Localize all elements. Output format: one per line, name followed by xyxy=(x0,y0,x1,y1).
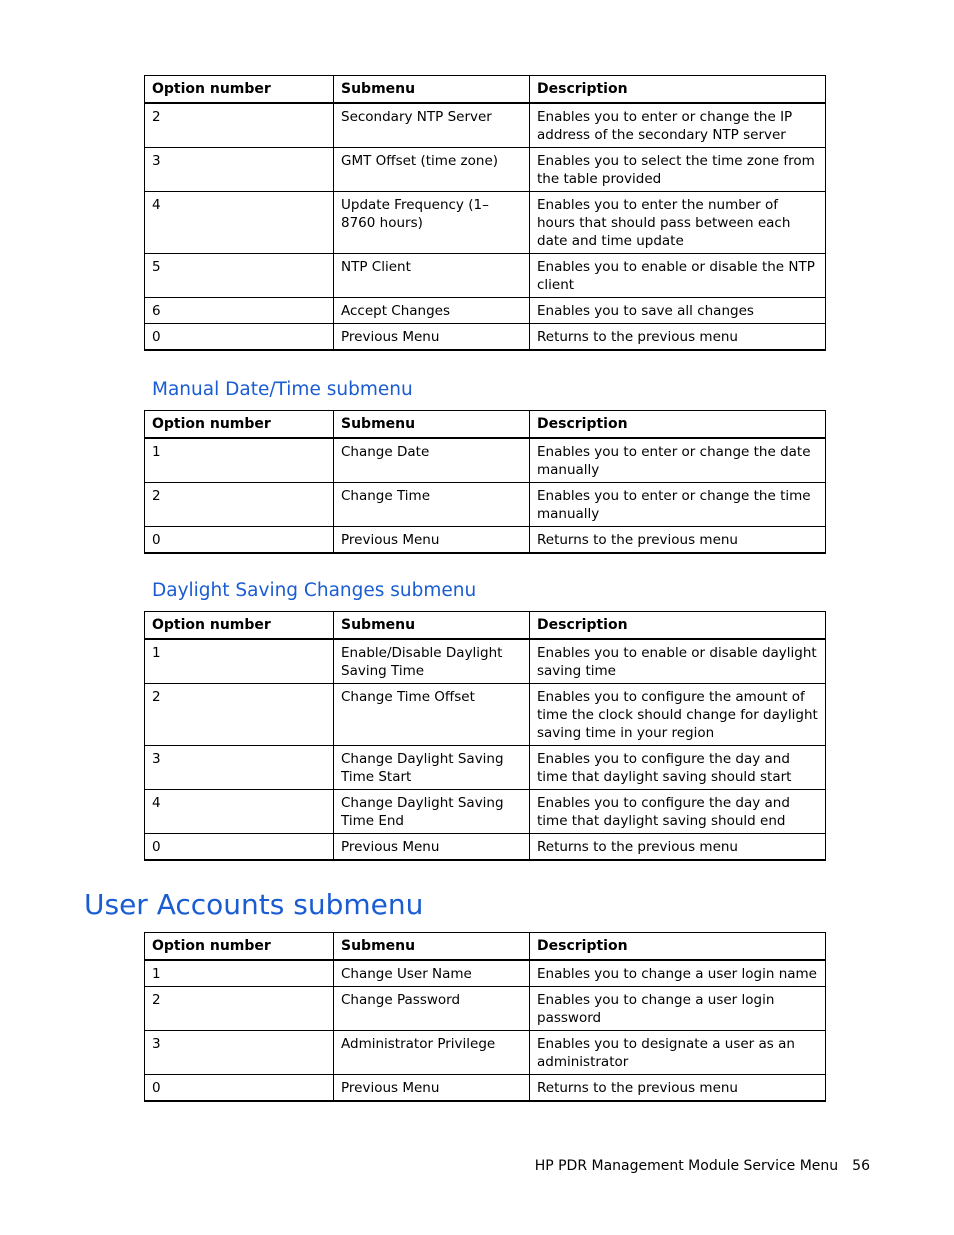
submenu-header: Submenu xyxy=(334,933,530,961)
option-number-cell: 2 xyxy=(145,483,334,527)
table-row xyxy=(145,438,826,483)
table-header-row xyxy=(145,612,826,640)
description-cell: Enables you to enable or disable daylight saving time xyxy=(530,639,826,684)
submenu-cell: Enable/Disable Daylight Saving Time xyxy=(334,639,530,684)
user-accounts-heading: User Accounts submenu xyxy=(84,888,424,921)
description-header: Description xyxy=(530,411,826,439)
description-cell: Returns to the previous menu xyxy=(530,527,826,554)
option-number-cell: 3 xyxy=(145,1031,334,1075)
table-row xyxy=(145,1031,826,1075)
description-cell: Enables you to enable or disable the NTP client xyxy=(530,254,826,298)
option-number-header: Option number xyxy=(145,76,334,104)
table-row xyxy=(145,324,826,351)
submenu-cell: Change Time xyxy=(334,483,530,527)
table-row xyxy=(145,1075,826,1102)
page-footer xyxy=(535,1158,870,1174)
description-cell: Returns to the previous menu xyxy=(530,324,826,351)
submenu-header: Submenu xyxy=(334,76,530,104)
table-row xyxy=(145,746,826,790)
description-cell: Enables you to select the time zone from the table provided xyxy=(530,148,826,192)
table-row xyxy=(145,960,826,987)
footer-title: HP PDR Management Module Service Menu xyxy=(534,1158,839,1174)
table-row xyxy=(145,148,826,192)
option-number-cell: 0 xyxy=(145,1075,334,1102)
table-row xyxy=(145,987,826,1031)
ntp-submenu-table xyxy=(144,75,826,351)
table-row xyxy=(145,298,826,324)
description-cell: Enables you to enter the number of hours that should pass between each date and time update xyxy=(530,192,826,254)
option-number-cell: 2 xyxy=(145,684,334,746)
manual-datetime-table xyxy=(144,410,826,554)
option-number-cell: 5 xyxy=(145,254,334,298)
daylight-saving-heading: Daylight Saving Changes submenu xyxy=(152,580,477,601)
table-header-row xyxy=(145,76,826,104)
description-cell: Returns to the previous menu xyxy=(530,834,826,861)
option-number-cell: 6 xyxy=(145,298,334,324)
manual-datetime-heading: Manual Date/Time submenu xyxy=(152,379,413,400)
submenu-cell: NTP Client xyxy=(334,254,530,298)
description-cell: Enables you to change a user login name xyxy=(530,960,826,987)
table-header-row xyxy=(145,411,826,439)
option-number-cell: 2 xyxy=(145,987,334,1031)
submenu-header: Submenu xyxy=(334,411,530,439)
submenu-cell: Change Daylight Saving Time End xyxy=(334,790,530,834)
table-row xyxy=(145,527,826,554)
description-header: Description xyxy=(530,933,826,961)
option-number-header: Option number xyxy=(145,933,334,961)
table-row xyxy=(145,639,826,684)
description-cell: Enables you to configure the day and time that daylight saving should end xyxy=(530,790,826,834)
option-number-cell: 4 xyxy=(145,192,334,254)
description-cell: Enables you to save all changes xyxy=(530,298,826,324)
option-number-cell: 3 xyxy=(145,746,334,790)
description-cell: Enables you to designate a user as an administrator xyxy=(530,1031,826,1075)
option-number-cell: 1 xyxy=(145,960,334,987)
submenu-cell: Change User Name xyxy=(334,960,530,987)
option-number-cell: 0 xyxy=(145,527,334,554)
option-number-cell: 2 xyxy=(145,103,334,148)
description-header: Description xyxy=(530,76,826,104)
option-number-cell: 0 xyxy=(145,324,334,351)
submenu-cell: Administrator Privilege xyxy=(334,1031,530,1075)
description-cell: Enables you to enter or change the IP address of the secondary NTP server xyxy=(530,103,826,148)
description-cell: Enables you to configure the day and time that daylight saving should start xyxy=(530,746,826,790)
submenu-cell: Change Time Offset xyxy=(334,684,530,746)
submenu-cell: Update Frequency (1–8760 hours) xyxy=(334,192,530,254)
table-row xyxy=(145,103,826,148)
submenu-cell: Previous Menu xyxy=(334,1075,530,1102)
table-row xyxy=(145,684,826,746)
option-number-header: Option number xyxy=(145,612,334,640)
user-accounts-table xyxy=(144,932,826,1102)
description-cell: Returns to the previous menu xyxy=(530,1075,826,1102)
option-number-cell: 1 xyxy=(145,438,334,483)
table-header-row xyxy=(145,933,826,961)
option-number-cell: 1 xyxy=(145,639,334,684)
table-row xyxy=(145,483,826,527)
description-header: Description xyxy=(530,612,826,640)
description-cell: Enables you to enter or change the date manually xyxy=(530,438,826,483)
submenu-cell: Accept Changes xyxy=(334,298,530,324)
submenu-cell: Change Password xyxy=(334,987,530,1031)
submenu-header: Submenu xyxy=(334,612,530,640)
submenu-cell: Previous Menu xyxy=(334,527,530,554)
table-row xyxy=(145,834,826,861)
table-row xyxy=(145,192,826,254)
option-number-header: Option number xyxy=(145,411,334,439)
submenu-cell: Change Date xyxy=(334,438,530,483)
description-cell: Enables you to enter or change the time manually xyxy=(530,483,826,527)
page-number: 56 xyxy=(852,1158,870,1174)
submenu-cell: Previous Menu xyxy=(334,834,530,861)
option-number-cell: 4 xyxy=(145,790,334,834)
table-row xyxy=(145,790,826,834)
submenu-cell: Secondary NTP Server xyxy=(334,103,530,148)
option-number-cell: 3 xyxy=(145,148,334,192)
description-cell: Enables you to change a user login password xyxy=(530,987,826,1031)
table-row xyxy=(145,254,826,298)
submenu-cell: GMT Offset (time zone) xyxy=(334,148,530,192)
daylight-saving-table xyxy=(144,611,826,861)
description-cell: Enables you to configure the amount of time the clock should change for daylight saving time in your region xyxy=(530,684,826,746)
option-number-cell: 0 xyxy=(145,834,334,861)
submenu-cell: Change Daylight Saving Time Start xyxy=(334,746,530,790)
submenu-cell: Previous Menu xyxy=(334,324,530,351)
